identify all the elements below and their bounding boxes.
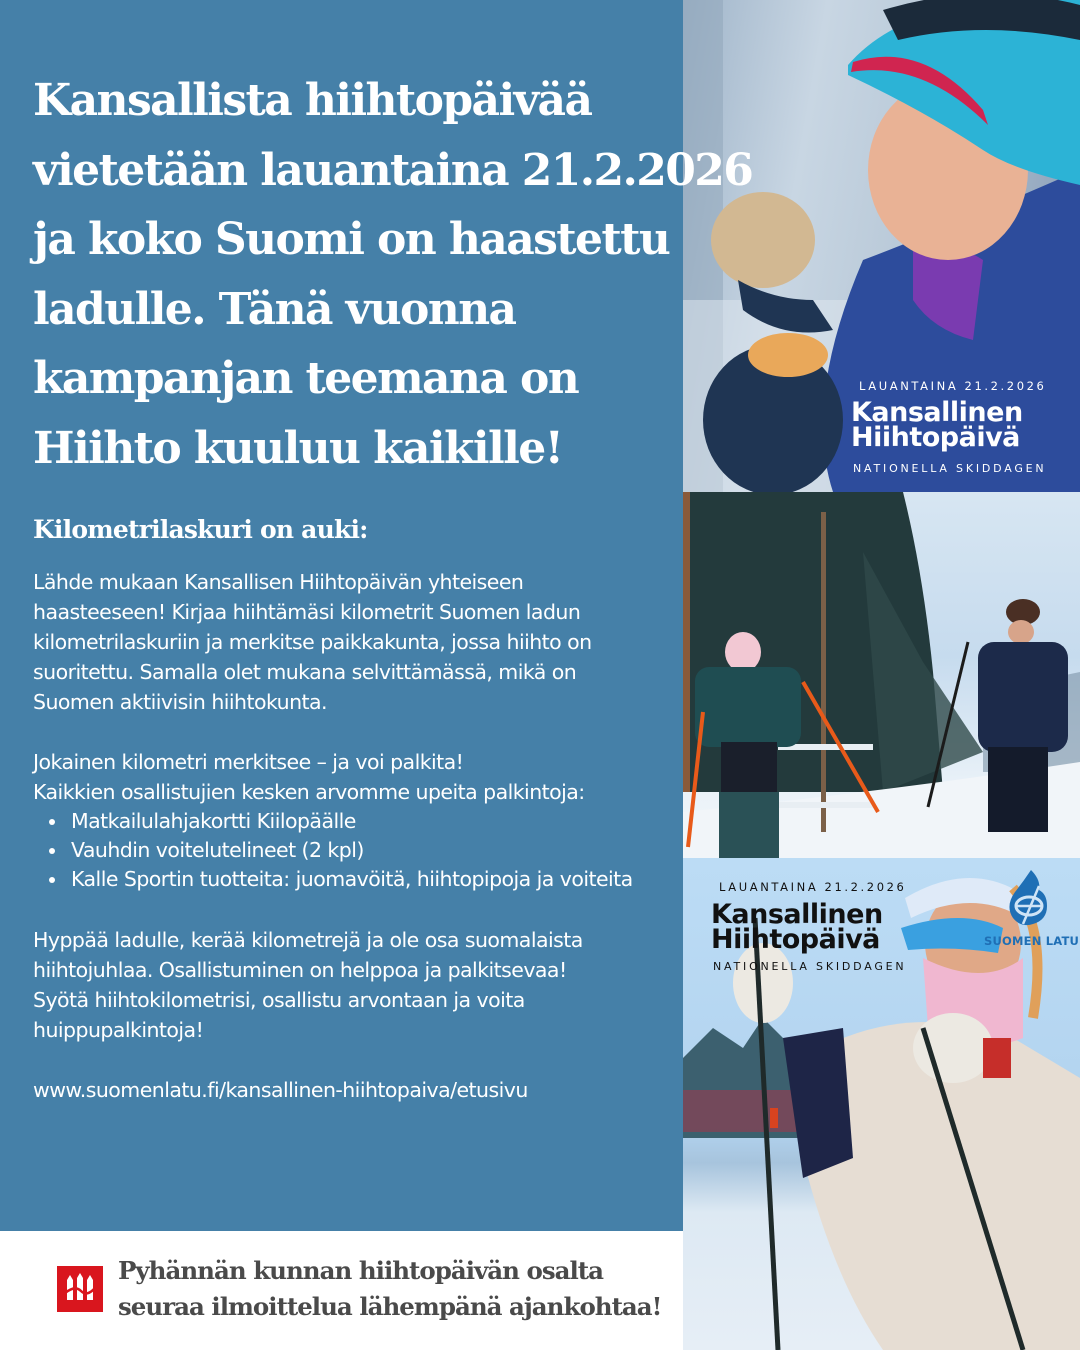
text-line: Kaikkien osallistujien kesken arvomme upeita palkintoja: (33, 780, 585, 804)
event-logo-title: Kansallinen (851, 397, 1023, 428)
text-line: kilometrilaskuriin ja merkitse paikkakunta, jossa hiihto on (33, 630, 592, 654)
event-logo-subtitle: NATIONELLA SKIDDAGEN (713, 960, 907, 973)
intro-paragraph (33, 567, 678, 717)
headline-line: kampanjan teemana on (33, 353, 579, 404)
headline-line: ja koko Suomi on haastettu (33, 214, 670, 265)
text-line: Suomen aktiivisin hiihtokunta. (33, 690, 328, 714)
event-logo-subtitle: NATIONELLA SKIDDAGEN (853, 462, 1047, 475)
photo-skiers-trail (683, 492, 1080, 858)
suomen-latu-flame-icon (1003, 868, 1053, 932)
text-line: Syötä hiihtokilometrisi, osallistu arvontaan ja voita (33, 988, 525, 1012)
headline-line: vietetään lauantaina 21.2.2026 (33, 144, 753, 196)
headline-line: Kansallista hiihtopäivää (33, 75, 592, 126)
text-line: huippupalkintoja! (33, 1018, 204, 1042)
footer-line: Pyhännän kunnan hiihtopäivän osalta (118, 1256, 603, 1285)
text-line: Jokainen kilometri merkitsee – ja voi palkita! (33, 750, 464, 774)
pyhanta-logo-icon (57, 1266, 103, 1312)
photo-skier-poles (683, 858, 1080, 1350)
event-logo-title: Hiihtopäivä (711, 924, 880, 955)
event-date: LAUANTAINA 21.2.2026 (719, 880, 907, 894)
photo-woman-kuksa (683, 0, 1080, 492)
section-heading: Kilometrilaskuri on auki: (33, 515, 368, 544)
footer (0, 1231, 683, 1350)
text-line: hiihtojuhlaa. Osallistuminen on helppoa ja palkitsevaa! (33, 958, 567, 982)
text-line: Hyppää ladulle, kerää kilometrejä ja ole osa suomalaista (33, 928, 583, 952)
event-date: LAUANTAINA 21.2.2026 (859, 379, 1047, 393)
headline-line: ladulle. Tänä vuonna (33, 283, 516, 335)
headline (33, 66, 753, 483)
event-logo-title: Hiihtopäivä (851, 422, 1020, 453)
headline-line: Hiihto kuuluu kaikille! (33, 422, 563, 474)
outro-paragraph (33, 925, 678, 1045)
event-logo-title: Kansallinen (711, 899, 883, 930)
suomen-latu-label: SUOMEN LATU (984, 934, 1080, 948)
footer-line: seuraa ilmoittelua lähempänä ajankohtaa! (118, 1292, 662, 1321)
text-line: Lähde mukaan Kansallisen Hiihtopäivän yhteiseen (33, 570, 524, 594)
prize-section (33, 747, 678, 894)
prize-item: Kalle Sportin tuotteita: juomavöitä, hiihtopipoja ja voiteita (47, 865, 678, 894)
footer-notice (118, 1253, 661, 1325)
text-line: haasteeseen! Kirjaa hiihtämäsi kilometrit Suomen ladun (33, 600, 581, 624)
prize-item: Vauhdin voitelutelineet (2 kpl) (47, 836, 678, 865)
text-line: suoritettu. Samalla olet mukana selvittämässä, mikä on (33, 660, 577, 684)
prize-list (33, 807, 678, 894)
website-link[interactable]: www.suomenlatu.fi/kansallinen-hiihtopaiva/etusivu (33, 1078, 528, 1102)
prize-item: Matkailulahjakortti Kiilopäälle (47, 807, 678, 836)
